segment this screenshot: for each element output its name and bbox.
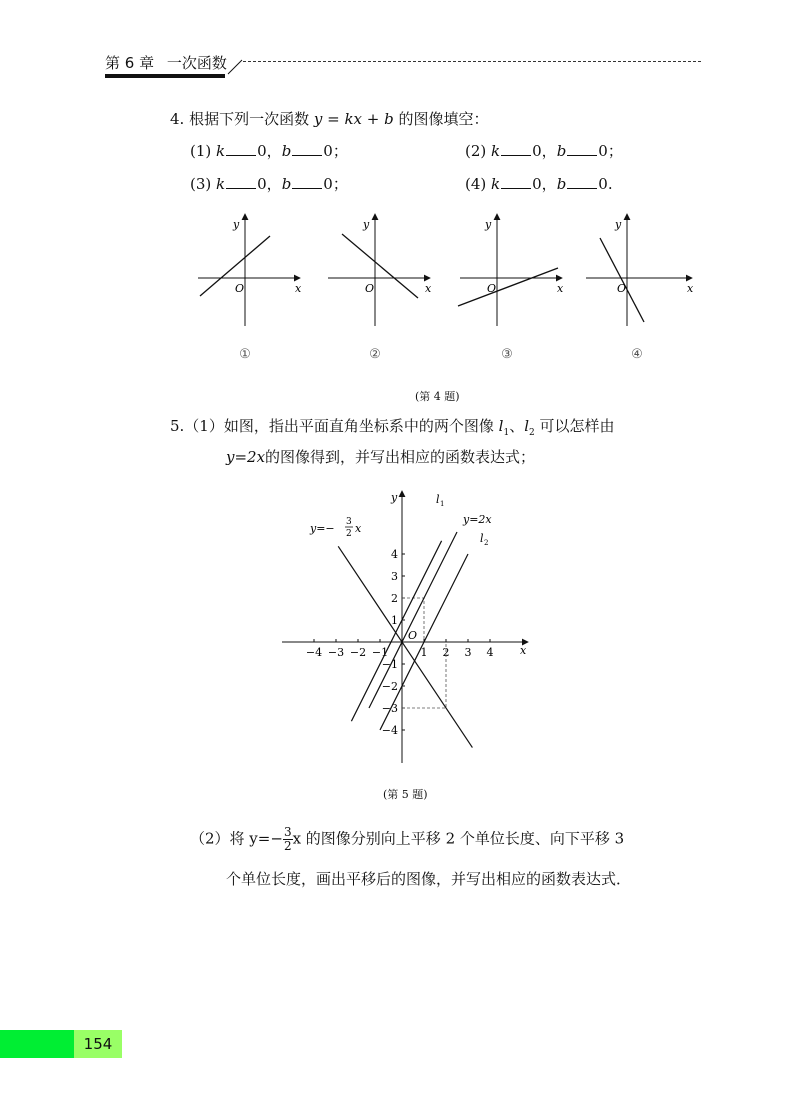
series-line [351,541,441,721]
q4-graph-1 [198,214,302,362]
y-axis-label: y [391,491,398,504]
graph-label-4: ④ [631,347,643,362]
x-tick-label: −2 [349,646,367,659]
svg-text:x: x [425,282,432,295]
page-number: 154 [74,1030,122,1058]
y-tick-label: −1 [381,658,398,671]
q5-labels [309,491,527,657]
q4-caption: (第 4 题) [415,390,460,403]
x-tick-label: 4 [486,646,494,659]
graph-label-1: ① [239,347,251,362]
y-tick-label: 2 [391,592,398,605]
l2-subscript: 2 [484,539,489,547]
y-tick-label: 3 [391,570,398,583]
l2-label: l [480,532,484,545]
y-tick-label: −3 [381,702,398,715]
header-dashed-rule [243,61,701,62]
q4-item-1: (1) k 0，b 0； [190,142,348,160]
neg-line-label: y=− [310,522,335,535]
q4-graph-4 [586,214,694,362]
chapter-title: 一次函数 [166,54,227,72]
q4-graphs [190,212,710,372]
x-tick-label: −3 [327,646,345,659]
x-tick-label: −4 [305,646,323,659]
chapter-number: 第 6 章 [105,54,155,72]
svg-text:O: O [617,282,627,295]
q5-part2-line1: （2）将 y=− $\frac{3}{2}$ x 的图像分别向上平移 2 个单位长度、向下平移 3 [190,825,625,853]
svg-text:x: x [687,282,694,295]
header-slash-decoration [226,58,244,76]
q5-part1-line2: y=2x的图像得到，并写出相应的函数表达式； [226,448,536,466]
graph-label-2: ② [369,347,381,362]
q4-item-4: (4) k 0，b 0. [465,175,613,193]
svg-text:y: y [485,218,492,231]
q5-part2-line2: 个单位长度，画出平移后的图像，并写出相应的函数表达式． [226,870,632,888]
x-tick-label: 2 [442,646,450,659]
svg-text:y: y [233,218,240,231]
neg-line-denominator: 2 [346,529,352,539]
l1-label: l [436,493,440,506]
series-line [369,532,457,708]
svg-text:x: x [557,282,564,295]
graph-label-3: ③ [501,347,513,362]
neg-line-x: x [355,522,362,535]
q4-item-3: (3) k 0，b 0； [190,175,348,193]
x-axis-label: x [520,644,527,657]
svg-text:O: O [235,282,245,295]
y-tick-label: 4 [391,548,398,561]
x-tick-label: −1 [371,646,389,659]
origin-label: O [408,629,418,642]
x-tick-label: 3 [464,646,472,659]
neg-line-numerator: 3 [346,517,352,527]
y-tick-label: 1 [391,614,398,627]
q5-coordinate-graph [270,485,540,770]
header-underline [105,74,225,78]
q4-stem: 4. 根据下列一次函数 y = kx + b 的图像填空： [170,110,489,128]
chapter-header [105,52,227,73]
svg-text:O: O [487,282,497,295]
svg-text:x: x [295,282,302,295]
y-tick-label: −2 [381,680,398,693]
svg-text:y: y [615,218,622,231]
q4-graph-3 [458,214,564,362]
x-tick-label: 1 [420,646,428,659]
y2x-label: y=2x [463,513,492,526]
q4-item-2: (2) k 0，b 0； [465,142,623,160]
q5-part1-line1: 5.（1）如图，指出平面直角坐标系中的两个图像 $l_1$、$l_2$ 可以怎样由 [170,417,615,438]
svg-text:O: O [365,282,375,295]
q4-graph-2 [328,214,432,362]
q5-caption: (第 5 题) [383,788,428,801]
l1-subscript: 1 [440,500,445,508]
y-tick-label: −4 [381,724,398,737]
svg-text:y: y [363,218,370,231]
